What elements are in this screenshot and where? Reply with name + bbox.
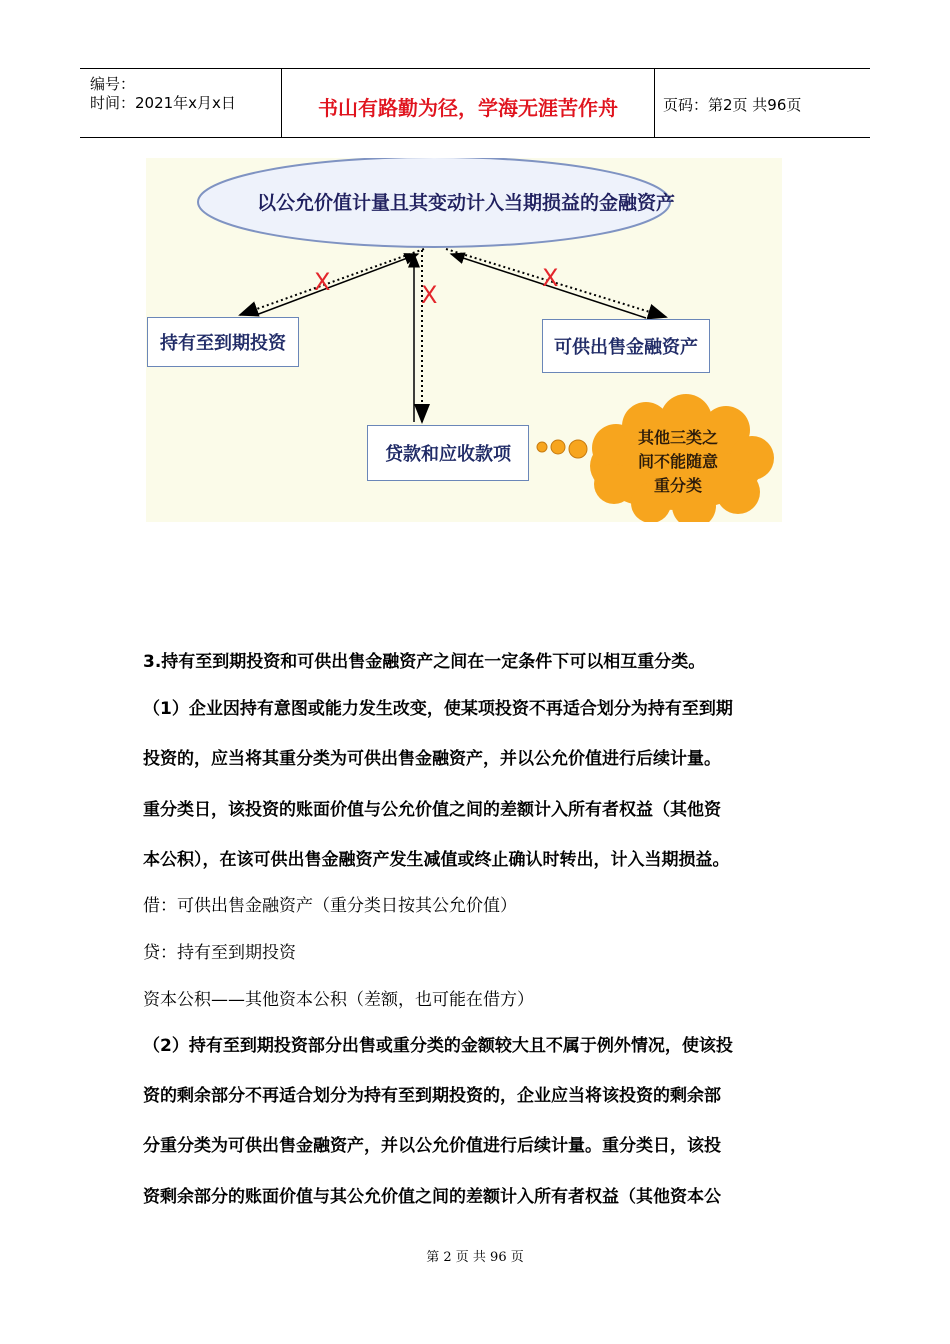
center-label: 以公允价值计量且其变动计入当期损益的金融资产 — [256, 192, 675, 214]
cross-mark-right: X — [542, 264, 559, 292]
body-line: 投资的，应当将其重分类为可供出售金融资产，并以公允价值进行后续计量。 — [143, 749, 721, 769]
cross-mark-left: X — [314, 268, 331, 296]
body-line: 资剩余部分的账面价值与其公允价值之间的差额计入所有者权益（其他资本公 — [143, 1187, 721, 1207]
bubble-small — [537, 442, 547, 452]
page-footer: 第 2 页 共 96 页 — [426, 1250, 524, 1265]
body-line: 重分类日，该投资的账面价值与公允价值之间的差额计入所有者权益（其他资 — [143, 800, 721, 820]
held-to-maturity-label: 持有至到期投资 — [160, 333, 286, 354]
cloud-line: 重分类 — [653, 476, 702, 495]
time-label: 时间：2021年x月x日 — [90, 94, 236, 112]
page-header — [80, 68, 870, 138]
page-info: 页码：第2页 共96页 — [663, 96, 802, 114]
loans-receivables-label: 贷款和应收款项 — [385, 444, 511, 465]
header-right-cell — [655, 69, 870, 137]
header-middle-cell — [282, 69, 655, 137]
classification-diagram — [146, 158, 782, 522]
cloud-line: 间不能随意 — [637, 452, 718, 471]
bubble-large — [569, 440, 587, 458]
cross-mark-bottom: X — [421, 281, 438, 309]
header-left-cell — [80, 69, 282, 137]
available-for-sale-label: 可供出售金融资产 — [554, 337, 698, 358]
cloud-line: 其他三类之 — [637, 428, 718, 447]
body-line: 本公积），在该可供出售金融资产发生减值或终止确认时转出，计入当期损益。 — [143, 850, 730, 870]
body-line: （2）持有至到期投资部分出售或重分类的金额较大且不属于例外情况，使该投 — [143, 1036, 733, 1056]
arrow-to-htm — [240, 249, 424, 315]
journal-credit: 贷：持有至到期投资 — [143, 943, 296, 963]
body-line: 分重分类为可供出售金融资产，并以公允价值进行后续计量。重分类日，该投 — [143, 1136, 721, 1156]
available-for-sale-box — [542, 319, 710, 373]
cloud-note — [602, 426, 754, 498]
number-label: 编号： — [90, 75, 136, 93]
motto: 书山有路勤为径，学海无涯苦作舟 — [318, 96, 618, 120]
held-to-maturity-box — [147, 317, 299, 367]
journal-credit-2: 资本公积——其他资本公积（差额，也可能在借方） — [143, 990, 534, 1010]
loans-receivables-box — [367, 425, 529, 481]
journal-debit: 借：可供出售金融资产（重分类日按其公允价值） — [143, 896, 517, 916]
body-line: 3.持有至到期投资和可供出售金融资产之间在一定条件下可以相互重分类。 — [143, 652, 706, 672]
bubble-medium — [551, 440, 565, 454]
body-line: （1）企业因持有意图或能力发生改变，使某项投资不再适合划分为持有至到期 — [143, 699, 733, 719]
body-line: 资的剩余部分不再适合划分为持有至到期投资的，企业应当将该投资的剩余部 — [143, 1086, 721, 1106]
arrow-from-htm — [256, 254, 418, 315]
